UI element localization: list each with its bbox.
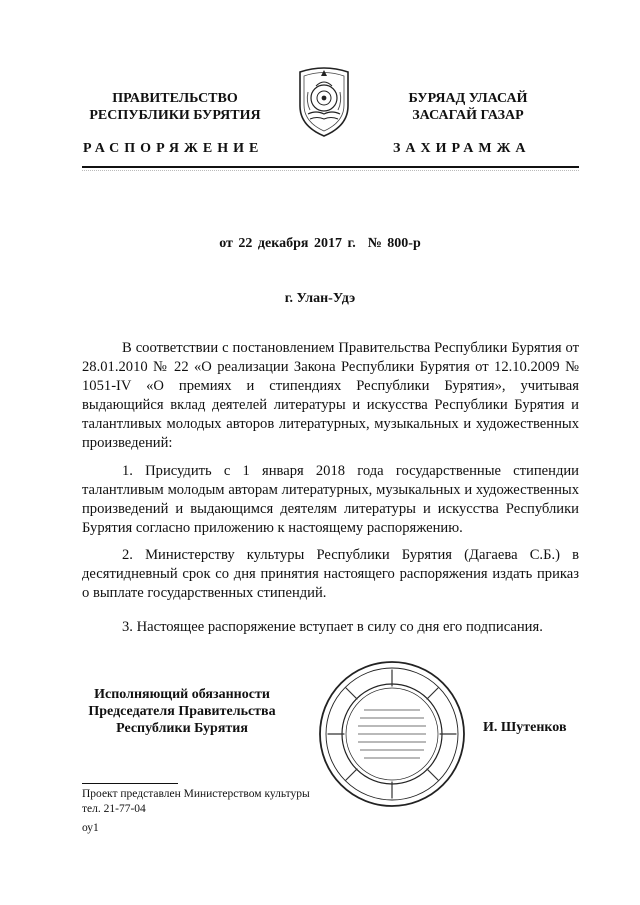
footer-note [82,787,310,817]
paragraph-preamble [82,339,579,453]
paragraph-item-3 [82,618,579,637]
footer-rule [82,783,178,784]
header-rule [82,166,579,168]
paragraph-item-3-text: 3. Настоящее распоряжение вступает в силу со дня его подписания. [122,619,543,635]
signatory-line2: Председателя Правительства [88,704,276,719]
order-date: от 22 декабря 2017 г. [219,236,356,251]
signatory-line1: Исполняющий обязанности [94,687,270,702]
doc-type-ru: РАСПОРЯЖЕНИЕ [83,141,264,156]
coat-of-arms-icon [294,62,354,138]
header-left-line2: РЕСПУБЛИКИ БУРЯТИЯ [89,108,261,123]
signatory-title [82,686,282,737]
order-date-line [0,236,640,252]
header-right-line2: ЗАСАГАЙ ГАЗАР [412,108,524,123]
order-number: № 800-р [367,236,421,251]
header-right [368,90,568,124]
paragraph-item-1-text: 1. Присудить с 1 января 2018 года государственные стипендии талантливым молодым авторам литературных, музыкальных и художественных произведений и выдающимся деятелям литературы и искусства Республики Бурятия согласно приложению к настоящему распоряжению. [82,463,579,536]
paragraph-item-1 [82,462,579,538]
doc-type-bur: ЗАХИРАМЖА [393,141,531,156]
header-right-line1: БУРЯАД УЛАСАЙ [408,91,528,106]
header-left [75,90,275,124]
header-left-line1: ПРАВИТЕЛЬСТВО [112,91,238,106]
official-stamp [316,658,468,810]
signatory-line3: Республики Бурятия [116,721,248,736]
order-city: г. Улан-Удэ [284,291,356,306]
signatory-name: И. Шутенков [483,720,567,735]
paragraph-item-2 [82,546,579,603]
footer-line2: тел. 21-77-04 [82,803,146,815]
paragraph-preamble-text: В соответствии с постановлением Правительства Республики Бурятия от 28.01.2010 № 22 «О реализации Закона Республики Бурятия от 12.10.2009 № 1051-IV «О премиях и стипендиях Республики Бурятия», учитывая выдающийся вклад деятелей литературы и искусства Республики Бурятия и талантливых молодых авторов литературных, музыкальных и художественных произведений: [82,340,579,451]
header-dotted-rule [82,170,579,179]
paragraph-item-2-text: 2. Министерству культуры Республики Бурятия (Дагаева С.Б.) в десятидневный срок со дня принятия настоящего распоряжения издать приказ о выплате государственных стипендий. [82,547,579,601]
footer-line1: Проект представлен Министерством культуры [82,788,310,800]
footer-code: оу1 [82,822,99,834]
